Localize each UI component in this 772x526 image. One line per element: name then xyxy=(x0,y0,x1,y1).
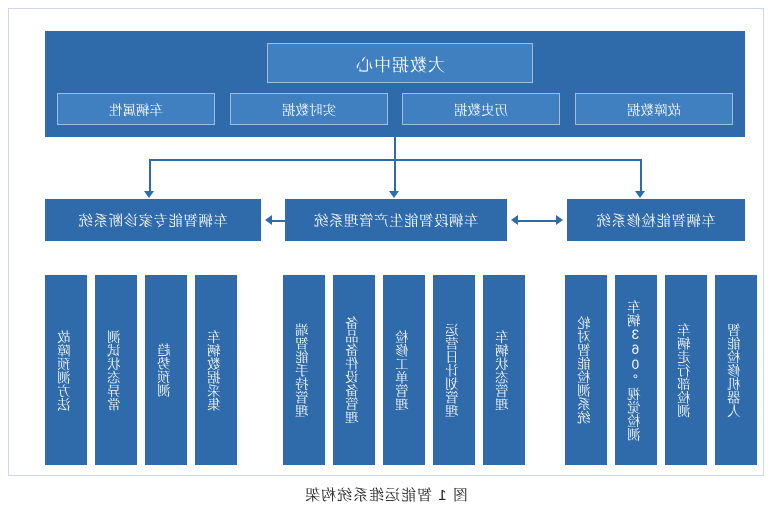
system-header-vehicle-intelligent-inspection[interactable]: 车辆智能检修系统 xyxy=(567,199,745,241)
connector-drop-left xyxy=(149,159,151,191)
leaf-fault-prediction-method[interactable]: 故障预测方法 xyxy=(45,275,87,465)
connector-between-a-b xyxy=(517,220,557,222)
leaf-running-gear-detection[interactable]: 车辆360°视觉检测 xyxy=(615,275,657,465)
system-header-vehicle-health-diagnosis[interactable]: 车辆智能专家诊断系统 xyxy=(45,199,261,241)
leaf-spare-parts-management[interactable]: 备品备件设备管理 xyxy=(333,275,375,465)
data-item-fault-data[interactable]: 故障数据 xyxy=(575,93,733,125)
leaf-group-vehicle-intelligent-inspection xyxy=(565,275,757,465)
connector-arrow-b-to-a xyxy=(511,215,518,225)
connector-arrow-left-system xyxy=(144,191,154,198)
connector-arrow-c-to-b xyxy=(265,215,272,225)
connector-vertical-center xyxy=(394,137,396,159)
data-item-vehicle-attributes[interactable]: 车辆属性 xyxy=(57,93,215,125)
leaf-status-anomaly-test[interactable]: 测试状态异常 xyxy=(95,275,137,465)
leaf-vehicle-data-collection[interactable]: 车辆数据采集 xyxy=(195,275,237,465)
leaf-group-depot-production-management xyxy=(283,275,525,465)
leaf-vehicle-status-management[interactable]: 车辆状态管理 xyxy=(483,275,525,465)
data-center-title: 大数据中心 xyxy=(267,43,533,83)
data-item-realtime-data[interactable]: 实时数据 xyxy=(230,93,388,125)
data-center-item-list xyxy=(57,93,733,125)
leaf-trend-prediction[interactable]: 趋势预测 xyxy=(145,275,187,465)
connector-drop-center xyxy=(394,159,396,191)
leaf-360-vision-detection[interactable]: 车辆走行部检测 xyxy=(665,275,707,465)
data-center-band xyxy=(45,31,745,137)
leaf-group-vehicle-health-diagnosis xyxy=(45,275,237,465)
leaf-wheelset-detection[interactable]: 轮对智能检测系统 xyxy=(565,275,607,465)
leaf-work-order-management[interactable]: 检修工单管理 xyxy=(383,275,425,465)
connector-arrow-center-system xyxy=(389,191,399,198)
diagram-frame xyxy=(8,8,764,476)
leaf-daily-plan-management[interactable]: 运营日计划管理 xyxy=(433,275,475,465)
system-header-depot-production-management[interactable]: 车辆段智能生产管理系统 xyxy=(285,199,507,241)
connector-arrow-right-system xyxy=(635,191,645,198)
leaf-handheld-management[interactable]: 端智能手持管理 xyxy=(283,275,325,465)
data-item-history-data[interactable]: 历史数据 xyxy=(402,93,560,125)
connector-drop-right xyxy=(640,159,642,191)
connector-arrow-b-to-c xyxy=(292,215,299,225)
connector-arrow-a-to-b xyxy=(556,215,563,225)
figure-caption: 图 1 智能运维系统构架 xyxy=(304,487,468,504)
connector-arrow-to-data-center xyxy=(389,130,399,137)
leaf-inspection-robot[interactable]: 智能检修机器人 xyxy=(715,275,757,465)
